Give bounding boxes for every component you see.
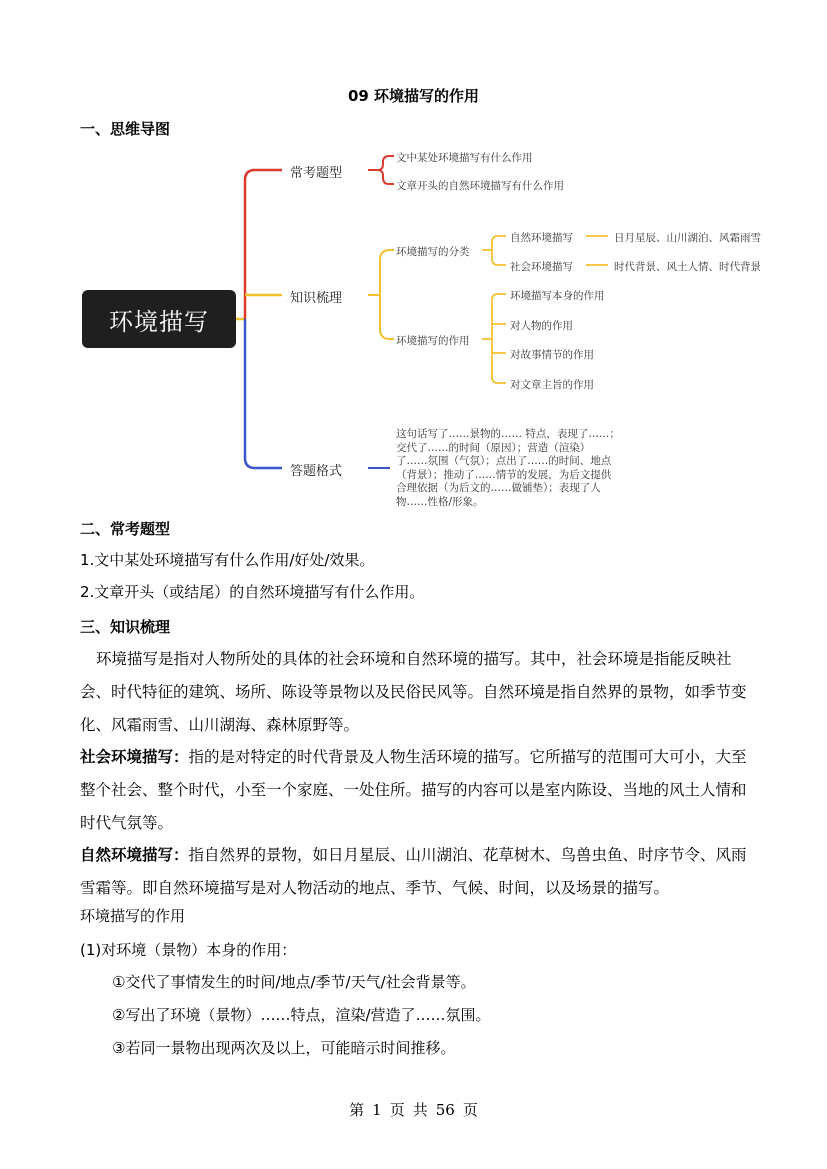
knowledge-intro [80, 643, 748, 742]
knowledge-intro-text: 环境描写是指对人物所处的具体的社会环境和自然环境的描写。其中，社会环境是指能反映社会、时代特征的建筑、场所、陈设等景物以及民俗民风等。自然环境是指自然界的景物，如季节变化、风霜雨雪、山川湖海、森林原野等。 [80, 650, 747, 734]
page-footer: 第 1 页 共 56 页 [349, 1101, 478, 1119]
question-item-1: 1.文中某处环境描写有什么作用/好处/效果。 [80, 551, 375, 569]
mind-map [78, 140, 778, 515]
branch-knowledge: 知识梳理 [290, 291, 343, 306]
leaf-effect-theme: 对文章主旨的作用 [510, 379, 594, 391]
branch-answer-format: 答题格式 [290, 464, 343, 479]
leaf-social-detail: 时代背景、风土人情、时代背景 [614, 261, 761, 273]
leaf-question-1: 文中某处环境描写有什么作用 [396, 152, 533, 164]
effect1-item-2: ②写出了环境（景物）……特点，渲染/营造了……氛围。 [112, 1006, 491, 1024]
effect-heading: 环境描写的作用 [80, 907, 186, 925]
answer-format-text: 这句话写了……景物的…… 特点，表现了……； 交代了……的时间（原因）；营造（渲染） 了……氛围（气氛）；点出了……的时间、地点 （背景）；推动了……情节的发展，为后文提供 合理依据（为后文的……做铺垫）；表现了人 物……性格/形象。 [396, 428, 620, 508]
leaf-natural-env: 自然环境描写 [510, 232, 573, 244]
effect1-heading: (1)对环境（景物）本身的作用： [80, 941, 297, 959]
social-env-label: 社会环境描写： [80, 748, 189, 766]
effect1-item-3: ③若同一景物出现两次及以上，可能暗示时间推移。 [112, 1039, 456, 1057]
leaf-social-env: 社会环境描写 [510, 261, 573, 273]
branch-common-questions: 常考题型 [290, 166, 343, 181]
natural-env-label: 自然环境描写： [80, 846, 189, 864]
leaf-effect-self: 环境描写本身的作用 [510, 290, 605, 302]
document-title: 09 环境描写的作用 [347, 87, 480, 105]
sub-classification: 环境描写的分类 [396, 246, 470, 258]
social-env-paragraph [80, 741, 748, 840]
section-heading-knowledge: 三、知识梳理 [80, 618, 171, 636]
section-heading-mindmap: 一、思维导图 [80, 120, 171, 138]
question-item-2: 2.文章开头（或结尾）的自然环境描写有什么作用。 [80, 583, 425, 601]
sub-effects: 环境描写的作用 [396, 335, 470, 347]
leaf-effect-character: 对人物的作用 [510, 320, 573, 332]
leaf-question-2: 文章开头的自然环境描写有什么作用 [396, 180, 564, 192]
leaf-effect-plot: 对故事情节的作用 [510, 349, 594, 361]
leaf-natural-detail: 日月星辰、山川湖泊、风霜雨雪 [614, 232, 761, 244]
section-heading-questions: 二、常考题型 [80, 520, 171, 538]
natural-env-text: 指自然界的景物，如日月星辰、山川湖泊、花草树木、鸟兽虫鱼、时序节令、风雨雪霜等。即自然环境描写是对人物活动的地点、季节、气候、时间，以及场景的描写。 [80, 846, 747, 897]
natural-env-paragraph [80, 839, 748, 905]
page-total: 56 [435, 1101, 455, 1119]
social-env-text: 指的是对特定的时代背景及人物生活环境的描写。它所描写的范围可大可小，大至整个社会、整个时代，小至一个家庭、一处住所。描写的内容可以是室内陈设、当地的风土人情和时代气氛等。 [80, 748, 747, 832]
mind-map-root: 环境描写 [82, 290, 236, 348]
page-number: 1 [372, 1101, 382, 1119]
effect1-item-1: ①交代了事情发生的时间/地点/季节/天气/社会背景等。 [112, 973, 476, 991]
